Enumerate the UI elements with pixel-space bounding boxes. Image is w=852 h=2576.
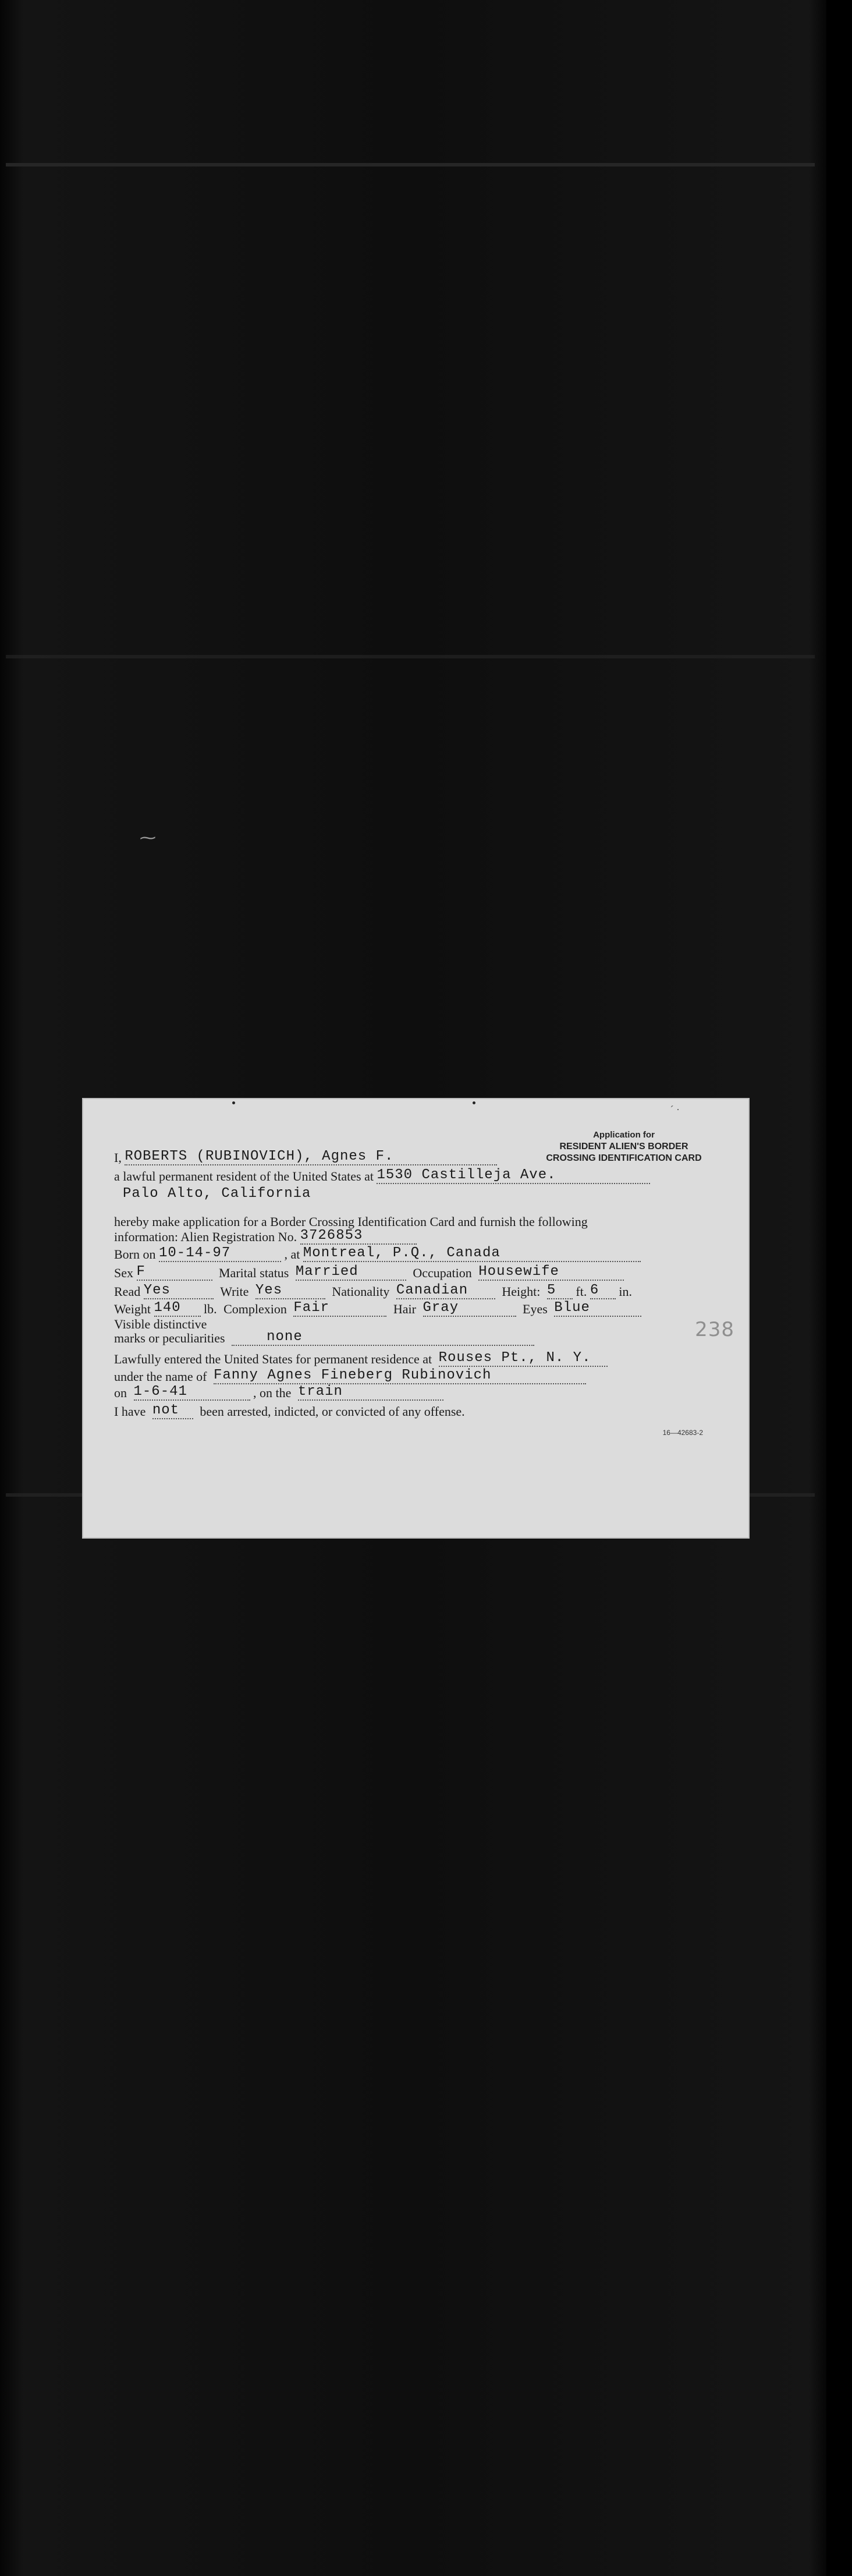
address-field <box>377 1167 650 1184</box>
residence-row <box>114 1169 650 1184</box>
marital-field <box>295 1264 406 1281</box>
card-top-marks: ˊ · <box>670 1104 680 1115</box>
marks-label-row-1 <box>114 1317 207 1332</box>
entered-text: Lawfully entered the United States for permanent residence at <box>114 1352 432 1366</box>
birth-row <box>114 1247 641 1262</box>
eyes-field <box>554 1300 641 1317</box>
not-value: not <box>152 1402 180 1418</box>
film-scratch <box>6 655 815 658</box>
card-dot <box>232 1101 235 1104</box>
arrest-row <box>114 1404 465 1419</box>
border-crossing-application-card <box>82 1098 750 1539</box>
form-number: 16—42683-2 <box>662 1429 703 1437</box>
hair-label: Hair <box>393 1302 416 1316</box>
height-label: Height: <box>502 1284 541 1299</box>
film-edge <box>826 0 852 2576</box>
height-feet: 5 <box>546 1282 556 1298</box>
entry-date: 1-6-41 <box>133 1384 187 1399</box>
born-label: Born on <box>114 1247 156 1262</box>
hair-field <box>423 1300 516 1317</box>
visible-marks-label-1: Visible distinctive <box>114 1317 207 1331</box>
visible-marks-label-2: marks or peculiarities <box>114 1331 225 1345</box>
nationality-value: Canadian <box>396 1282 468 1298</box>
read-value: Yes <box>143 1282 171 1298</box>
marital-value: Married <box>295 1264 358 1280</box>
physical-row <box>114 1302 641 1317</box>
applicant-name: ROBERTS (RUBINOVICH), Agnes F. <box>125 1149 394 1164</box>
sex-field <box>136 1264 212 1281</box>
occupation-label: Occupation <box>413 1266 472 1280</box>
ft-label: ft. <box>576 1284 587 1299</box>
name-row <box>114 1150 497 1165</box>
on-label: on <box>114 1386 127 1400</box>
info-text: information: Alien Registration No. <box>114 1229 297 1244</box>
card-title <box>537 1129 711 1164</box>
birth-place: Montreal, P.Q., Canada <box>303 1245 500 1261</box>
weight-field <box>154 1300 201 1317</box>
write-label: Write <box>220 1284 249 1299</box>
weight-label: Weight <box>114 1302 151 1316</box>
name-prefix: I, <box>114 1150 122 1165</box>
sex-label: Sex <box>114 1266 133 1280</box>
eyes-value: Blue <box>554 1300 590 1316</box>
marks-value: none <box>267 1329 303 1345</box>
occupation-field <box>478 1264 624 1281</box>
entry-row <box>114 1352 608 1367</box>
card-dot <box>473 1101 475 1104</box>
stamp-number: 238 <box>695 1318 734 1341</box>
birth-date-field <box>159 1245 281 1262</box>
film-scratch <box>6 163 815 166</box>
name-field <box>125 1151 497 1165</box>
marital-label: Marital status <box>219 1266 289 1280</box>
weight-value: 140 <box>154 1300 181 1316</box>
under-name-text: under the name of <box>114 1369 207 1384</box>
entry-name: Fanny Agnes Fineberg Rubinovich <box>213 1367 492 1383</box>
arrested-text: been arrested, indicted, or convicted of any offense. <box>200 1404 465 1419</box>
sex-marital-row <box>114 1266 624 1281</box>
eyes-label: Eyes <box>523 1302 548 1316</box>
address-line-1: 1530 Castilleja Ave. <box>377 1167 556 1183</box>
height-in-field <box>590 1282 616 1299</box>
hereby-text: hereby make application for a Border Crossing Identification Card and furnish the following <box>114 1214 588 1229</box>
registration-row <box>114 1229 417 1245</box>
title-line-3: CROSSING IDENTIFICATION CARD <box>546 1153 702 1163</box>
at-label: , at <box>284 1247 300 1262</box>
complexion-field <box>293 1300 386 1317</box>
nationality-label: Nationality <box>332 1284 390 1299</box>
entry-name-row <box>114 1369 586 1384</box>
birth-date: 10-14-97 <box>159 1245 231 1261</box>
entry-date-field <box>133 1384 250 1401</box>
entry-place: Rouses Pt., N. Y. <box>438 1350 591 1366</box>
registration-field <box>300 1228 417 1245</box>
entry-date-row <box>114 1386 443 1401</box>
address-row-2 <box>123 1185 311 1202</box>
literacy-row <box>114 1284 632 1299</box>
birth-place-field <box>303 1245 641 1262</box>
hair-value: Gray <box>423 1300 459 1316</box>
entry-place-field <box>438 1350 608 1367</box>
write-field <box>255 1282 325 1299</box>
marks-row <box>114 1331 534 1346</box>
height-ft-field <box>546 1282 573 1299</box>
have-label: I have <box>114 1404 146 1419</box>
alien-registration-number: 3726853 <box>300 1228 363 1243</box>
occupation-value: Housewife <box>478 1264 559 1280</box>
resident-text: a lawful permanent resident of the United States at <box>114 1169 374 1184</box>
read-label: Read <box>114 1284 141 1299</box>
film-speck: ⁓ <box>140 828 156 847</box>
address-line-2: Palo Alto, California <box>123 1186 311 1202</box>
on-the-label: , on the <box>253 1386 292 1400</box>
title-line-1: Application for <box>593 1130 655 1140</box>
complexion-label: Complexion <box>223 1302 287 1316</box>
height-inches: 6 <box>590 1282 599 1298</box>
title-line-2: RESIDENT ALIEN'S BORDER <box>559 1142 688 1151</box>
marks-field <box>232 1329 534 1346</box>
in-label: in. <box>619 1284 632 1299</box>
write-value: Yes <box>255 1282 283 1298</box>
conveyance-value: train <box>297 1384 343 1399</box>
not-field <box>152 1402 193 1419</box>
conveyance-field <box>297 1384 443 1401</box>
lb-label: lb. <box>204 1302 217 1316</box>
complexion-value: Fair <box>293 1300 330 1316</box>
entry-name-field <box>213 1367 586 1384</box>
read-field <box>143 1282 214 1299</box>
sex-value: F <box>136 1264 145 1280</box>
nationality-field <box>396 1282 495 1299</box>
